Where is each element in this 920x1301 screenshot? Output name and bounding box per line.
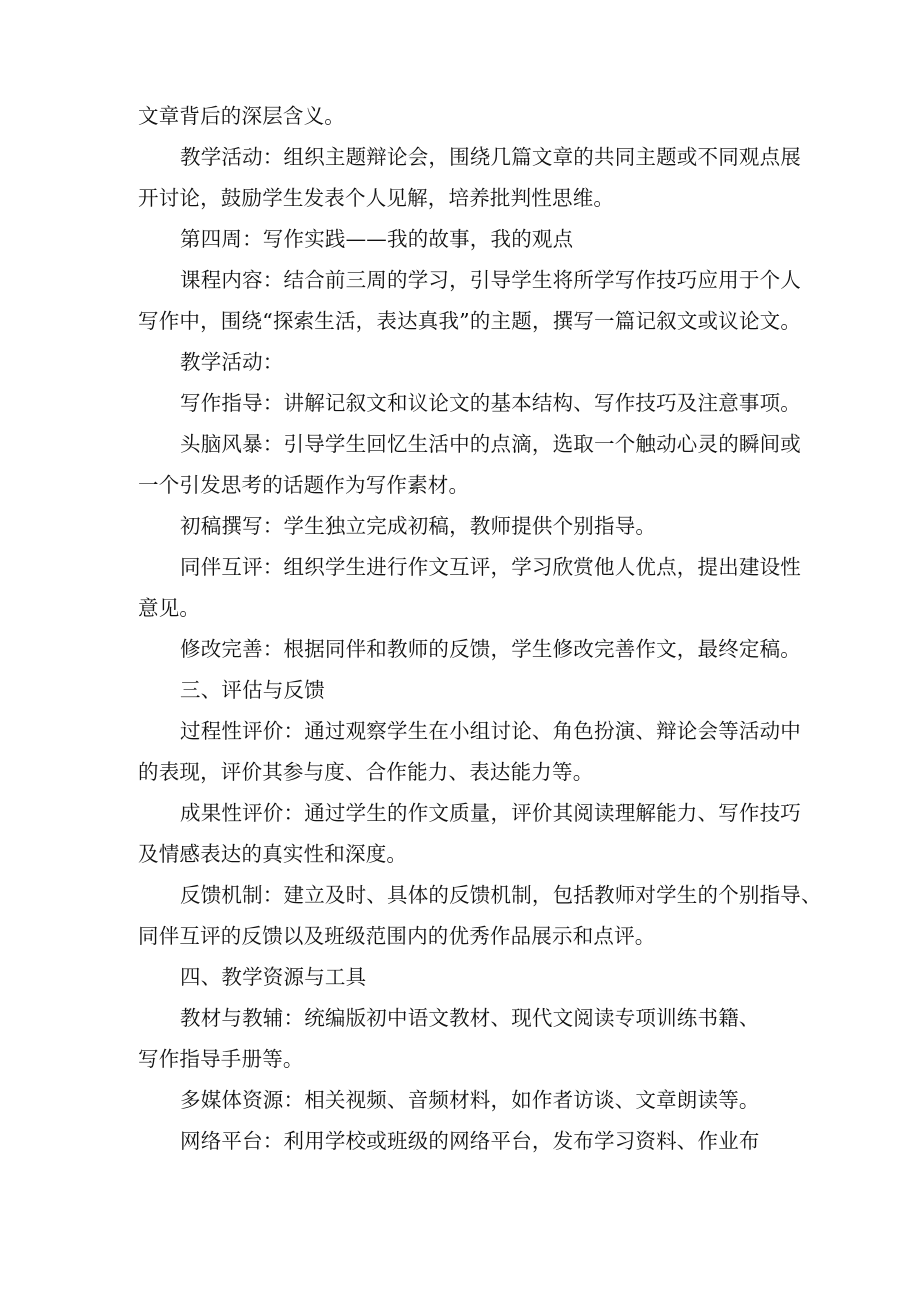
text-line: 初稿撰写：学生独立完成初稿，教师提供个别指导。 [180, 514, 657, 538]
text-line: 开讨论，鼓励学生发表个人见解，培养批判性思维。 [138, 186, 615, 210]
text-line: 课程内容：结合前三周的学习，引导学生将所学写作技巧应用于个人 [180, 268, 801, 292]
text-line: 教学活动：组织主题辩论会，围绕几篇文章的共同主题或不同观点展 [180, 145, 801, 169]
text-line: 同伴互评的反馈以及班级范围内的优秀作品展示和点评。 [138, 924, 656, 948]
text-line: 教材与教辅：统编版初中语文教材、现代文阅读专项训练书籍、 [180, 1006, 760, 1030]
text-line: 及情感表达的真实性和深度。 [138, 842, 408, 866]
text-line: 同伴互评：组织学生进行作文互评，学习欣赏他人优点，提出建设性 [180, 555, 801, 579]
text-line: 成果性评价：通过学生的作文质量，评价其阅读理解能力、写作技巧 [180, 801, 801, 825]
text-line: 写作指导：讲解记叙文和议论文的基本结构、写作技巧及注意事项。 [180, 391, 801, 415]
text-line: 修改完善：根据同伴和教师的反馈，学生修改完善作文，最终定稿。 [180, 637, 801, 661]
text-line: 反馈机制：建立及时、具体的反馈机制，包括教师对学生的个别指导、 [180, 883, 822, 907]
text-line: 意见。 [138, 596, 201, 620]
text-line: 网络平台：利用学校或班级的网络平台，发布学习资料、作业布 [180, 1129, 760, 1153]
text-line: 写作中，围绕“探索生活，表达真我”的主题，撰写一篇记叙文或议论文。 [138, 309, 802, 333]
section-heading: 四、教学资源与工具 [180, 965, 367, 989]
text-line: 头脑风暴：引导学生回忆生活中的点滴，选取一个触动心灵的瞬间或 [180, 432, 801, 456]
section-heading: 第四周：写作实践——我的故事，我的观点 [180, 227, 574, 251]
text-line: 多媒体资源：相关视频、音频材料，如作者访谈、文章朗读等。 [180, 1088, 760, 1112]
text-line: 一个引发思考的话题作为写作素材。 [138, 473, 470, 497]
document-body [138, 96, 822, 1162]
text-line: 教学活动： [180, 350, 284, 374]
text-line: 过程性评价：通过观察学生在小组讨论、角色扮演、辩论会等活动中 [180, 719, 801, 743]
text-line: 的表现，评价其参与度、合作能力、表达能力等。 [138, 760, 594, 784]
text-line: 文章背后的深层含义。 [138, 104, 345, 128]
text-line: 写作指导手册等。 [138, 1047, 304, 1071]
section-heading: 三、评估与反馈 [180, 678, 325, 702]
